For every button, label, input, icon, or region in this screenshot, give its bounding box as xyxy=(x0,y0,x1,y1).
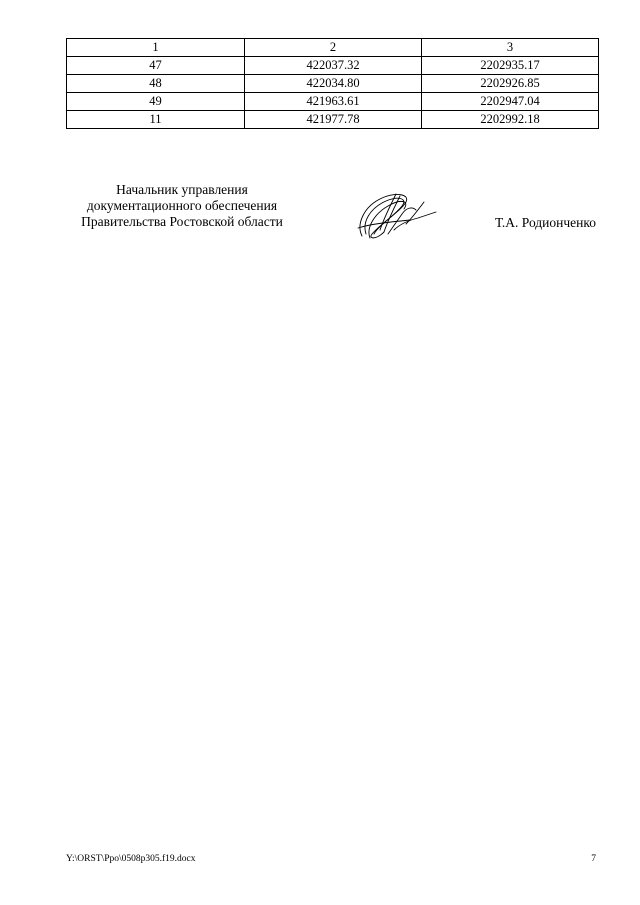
table-row xyxy=(67,111,599,129)
footer-file-path: Y:\ORST\Ppo\0508p305.f19.docx xyxy=(66,854,196,864)
signer-name: Т.А. Родионченко xyxy=(495,215,596,230)
column-header-1: 1 xyxy=(67,39,245,57)
x-coordinate-cell: 422034.80 xyxy=(245,75,422,93)
table-row xyxy=(67,93,599,111)
column-header-2: 2 xyxy=(245,39,422,57)
y-coordinate-cell: 2202992.18 xyxy=(422,111,599,129)
coordinates-table xyxy=(66,38,599,129)
y-coordinate-cell: 2202935.17 xyxy=(422,57,599,75)
y-coordinate-cell: 2202926.85 xyxy=(422,75,599,93)
page-number: 7 xyxy=(591,854,596,864)
point-number-cell: 48 xyxy=(67,75,245,93)
table-row xyxy=(67,75,599,93)
signer-title xyxy=(62,182,302,230)
x-coordinate-cell: 422037.32 xyxy=(245,57,422,75)
table-row xyxy=(67,57,599,75)
point-number-cell: 47 xyxy=(67,57,245,75)
point-number-cell: 11 xyxy=(67,111,245,129)
point-number-cell: 49 xyxy=(67,93,245,111)
handwritten-signature xyxy=(350,184,440,244)
signer-title-line: Начальник управления xyxy=(116,182,248,197)
signer-title-line: документационного обеспечения xyxy=(86,198,278,213)
y-coordinate-cell: 2202947.04 xyxy=(422,93,599,111)
column-header-3: 3 xyxy=(422,39,599,57)
x-coordinate-cell: 421963.61 xyxy=(245,93,422,111)
x-coordinate-cell: 421977.78 xyxy=(245,111,422,129)
signer-title-line: Правительства Ростовской области xyxy=(81,214,283,229)
table-header-row xyxy=(67,39,599,57)
